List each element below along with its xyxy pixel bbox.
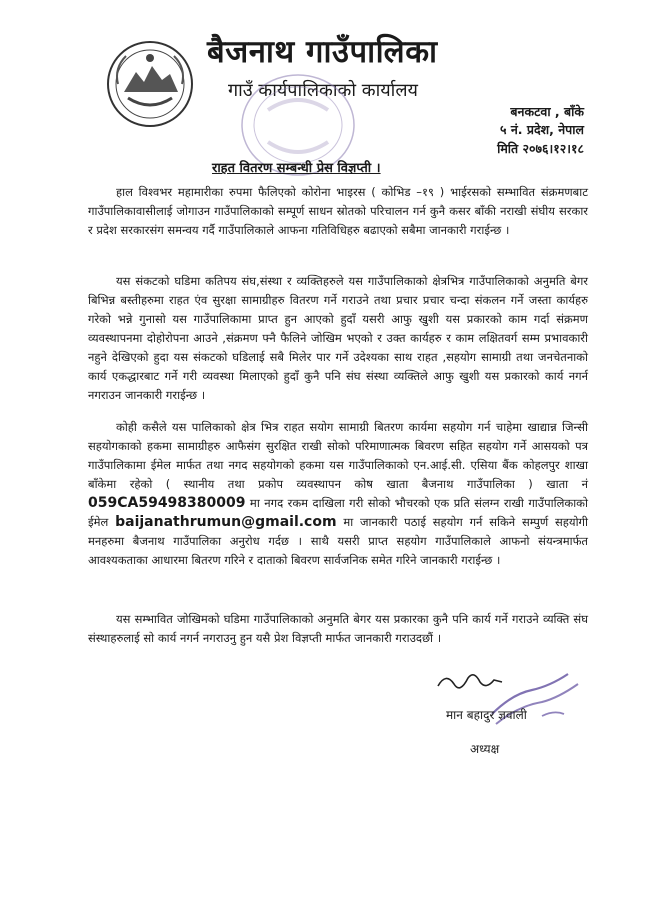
- municipality-emblem-icon: [104, 38, 196, 130]
- paragraph-1: हाल विश्वभर महामारीका रुपमा फैलिएको कोरोना भाइरस ( कोभिड –१९ ) भाईरसको सम्भावित संक्रमणबाट गाउँपालिकावासीलाई जोगाउन गाउँपालिकाको सम्पूर्ण साधन स्रोतको परिचालन गर्न कुनै कसर बाँकी नराखी संघीय सरकार र प्रदेश सरकारसंग समन्वय गर्दै गाउँपालिकाले आफना गतिविधिहरु बढाएको सबैमा जानकारी गराईन्छ ।: [88, 185, 588, 237]
- bank-account-number: 059CA59498380009: [88, 495, 246, 511]
- address-line-2: ५ नं. प्रदेश, नेपाल: [500, 122, 584, 137]
- paragraph-4: यस सम्भावित जोखिमको घडिमा गाउँपालिकाको अनुमति बेगर यस प्रकारका कुनै पनि कार्य गर्ने गराउने व्यक्ति संघ संस्थाहरुलाई सो कार्य नगर्न नगराउनु हुन यसै प्रेश विज्ञप्ती मार्फत जानकारी गराउदछौं ।: [88, 612, 588, 645]
- page-title: बैजनाथ गाउँपालिका: [207, 34, 438, 70]
- paragraph-3-part-c: मा जानकारी पठाई सहयोग गर्न सकिने सम्पुर्ण सहयोगी मनहरुमा बैजनाथ गाउँपालिका अनुरोध गर्दछ । साथै यसरी प्राप्त सहयोग गाउँपालिकाले आफनो संयन्त्रमार्फत आवश्यकताका आधारमा बितरण गरिने र दाताको बिवरण सार्वजनिक समेत गरिने जानकारी गराईन्छ ।: [88, 515, 588, 567]
- signatory-role: अध्यक्ष: [470, 742, 500, 756]
- signatory-name: मान बहादुर ज्ञवाली: [446, 708, 527, 722]
- address-line-1: बनकटवा , बाँके: [510, 104, 584, 119]
- document-date: मिति २०७६।१२।१८: [497, 141, 584, 156]
- paragraph-3: [88, 418, 588, 570]
- contact-email: baijanathrumun@gmail.com: [115, 514, 337, 530]
- paragraph-2: यस संकटको घडिमा कतिपय संघ,संस्था र व्यक्तिहरुले यस गाउँपालिकाको क्षेत्रभित्र गाउँपालिकाको अनुमति बेगर बिभिन्न बस्तीहरुमा राहत एंव सुरक्षा सामाग्रीहरु वितरण गर्ने गराउने तथा प्रचार प्रचार चन्दा संकलन गर्ने जस्ता कार्यहरु गरेको भन्ने गुनासो यस गाउँपालिकामा प्राप्त हुन आएको हुदाँ यसरी आफु खुशी यस प्रकारको काम गर्दा संक्रमण व्यवस्थापनमा दोहोरोपना आउने ,संक्रमण फ्नै फैलिने जोखिम भएको र उक्त कार्यहरु र काम लक्षितवर्ग सम्म प्रभावकारी नहुने देखिएको हुदा यस संकटको घडिलाई सबै मिलेर पार गर्ने उदेश्यका साथ राहत ,सहयोग सामाग्री तथा जनचेतनाको कार्य एकद्धारबाट गर्ने गरी व्यवस्था मिलाएको हुदाँ कुनै पनि संघ संस्था व्यक्तिले आफु खुशी यस प्रकारको कार्य नगर्न नगराउन जानकारी गराईन्छ ।: [88, 274, 588, 402]
- office-subtitle: गाउँ कार्यपालिकाको कार्यालय: [228, 80, 418, 101]
- paragraph-3-part-a: कोही कसैले यस पालिकाको क्षेत्र भित्र राहत सयोग सामाग्री बितरण कार्यमा सहयोग गर्न चाहेमा खाद्यान्न जिन्सी सहयोगकाको हकमा सामाग्रीहरु आफैसंग सुरक्षित राखी सोको परिमाणात्मक बिवरण सहित सहयोग गर्ने आसयको पत्र गाउँपालिकामा ईमेल मार्फत तथा नगद सहयोगको हकमा यस गाउँपालिकाको एन.आई.सी. एसिया बैंक कोहलपुर शाखा बाँकेमा रहेको ( स्थानीय तथा प्रकोप व्यवस्थापन कोष खाता बैजनाथ गाउँपालिका ) खाता नं: [88, 420, 588, 491]
- press-release-subject: राहत वितरण सम्बन्धी प्रेस विज्ञप्ती ।: [212, 161, 381, 176]
- paragraph-3-part-b: मा नगद रकम दाखिला गरी सोको भौचरको एक प्रति संलग्न राखी गाउँपालिकाको ईमेल: [88, 496, 588, 529]
